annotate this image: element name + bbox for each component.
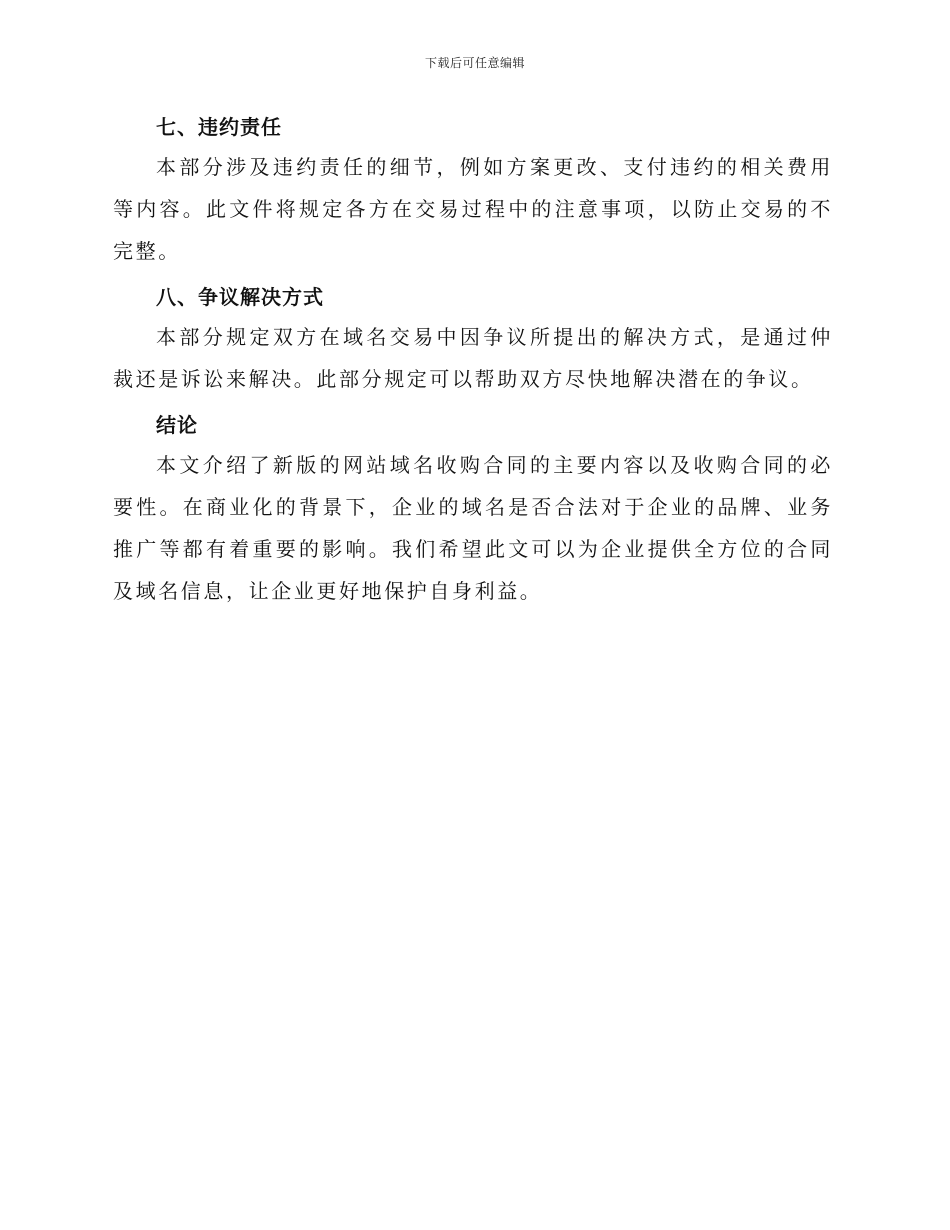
section-heading-breach-liability: 七、违约责任 [156, 115, 282, 139]
section-body-dispute-resolution: 本部分规定双方在域名交易中因争议所提出的解决方式，是通过仲裁还是诉讼来解决。此部分规定可以帮助双方尽快地解决潜在的争议。 [113, 325, 833, 391]
page-header-note: 下载后可任意编辑 [424, 56, 525, 70]
document-body [113, 108, 833, 616]
section-heading-conclusion: 结论 [156, 413, 198, 437]
section-body-breach-liability: 本部分涉及违约责任的细节，例如方案更改、支付违约的相关费用等内容。此文件将规定各方在交易过程中的注意事项，以防止交易的不完整。 [113, 155, 833, 263]
section-heading-dispute-resolution: 八、争议解决方式 [156, 285, 324, 309]
section-body-conclusion: 本文介绍了新版的网站域名收购合同的主要内容以及收购合同的必要性。在商业化的背景下，企业的域名是否合法对于企业的品牌、业务推广等都有着重要的影响。我们希望此文可以为企业提供全方位的合同及域名信息，让企业更好地保护自身利益。 [113, 453, 833, 603]
